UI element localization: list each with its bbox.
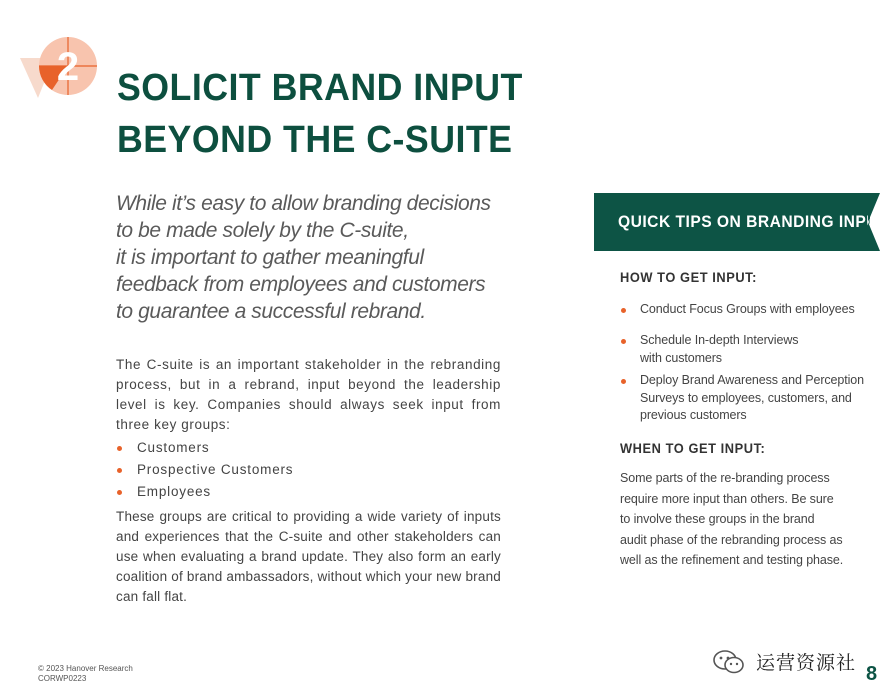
paragraph-line: Some parts of the re-branding process [620,471,830,485]
list-item [116,459,293,481]
paragraph-line: to involve these groups in the brand [620,512,815,526]
pull-quote-line: While it’s easy to allow branding decisions [116,192,491,215]
list-item [620,332,810,367]
wechat-icon [712,649,746,675]
pull-quote-line: to guarantee a successful rebrand. [116,300,426,323]
list-item [116,481,293,503]
when-to-heading: WHEN TO GET INPUT: [620,441,766,456]
watermark-text: 运营资源社 [756,653,857,674]
bullet-icon [621,339,626,344]
bullet-icon [117,468,122,473]
page-title [117,62,523,166]
paragraph-line: require more input than others. Be sure [620,491,834,506]
title-line-1: SOLICIT BRAND INPUT [117,67,523,109]
pull-quote-line: it is important to gather meaningful [116,246,424,269]
document-code: CORWP0223 [38,674,87,683]
how-to-heading: HOW TO GET INPUT: [620,270,757,285]
list-item [620,301,890,319]
stakeholder-group-list [116,437,293,503]
bullet-icon [117,446,122,451]
badge-number: 2 [56,45,80,89]
banner-title: QUICK TIPS ON BRANDING INPUT [618,212,889,231]
closing-paragraph: These groups are critical to providing a wide variety of inputs and experiences that the C-suite and other stakeholders can use when evaluating a brand update. They also form an early coalition of brand ambassadors, without which your new brand can fall flat. [116,509,501,604]
footer-credits [38,664,133,684]
list-item-label: Schedule In-depth Interviews with customers [640,333,799,365]
list-item [620,372,865,425]
list-item-label: Prospective Customers [137,462,294,477]
bullet-icon [621,308,626,313]
copyright-text: © 2023 Hanover Research [38,664,133,673]
page-number: 8 [866,663,878,685]
quick-tips-banner [594,193,889,251]
step-number-badge [18,34,102,100]
list-item-label: Employees [137,484,211,499]
pull-quote-line: to be made solely by the C-suite, [116,219,409,242]
banner-notch [868,193,880,251]
list-item-label: Customers [137,440,210,455]
intro-paragraph: The C-suite is an important stakeholder in the rebranding process, but in a rebrand, input beyond the leadership level is key. Companies should always seek input from three key groups: [116,357,501,432]
paragraph-line: audit phase of the rebranding process as [620,532,843,547]
list-item-label: Deploy Brand Awareness and Perception Surveys to employees, customers, and previous customers [640,373,864,422]
bullet-icon [117,490,122,495]
pull-quote-line: feedback from employees and customers [116,273,486,296]
title-line-2: BEYOND THE C-SUITE [117,119,513,161]
watermark [712,648,856,675]
list-item-label: Conduct Focus Groups with employees [640,302,855,316]
bullet-icon [621,379,626,384]
list-item [116,437,293,459]
paragraph-line: well as the refinement and testing phase. [620,553,844,567]
pull-quote [116,190,516,325]
when-to-paragraph [620,468,870,571]
